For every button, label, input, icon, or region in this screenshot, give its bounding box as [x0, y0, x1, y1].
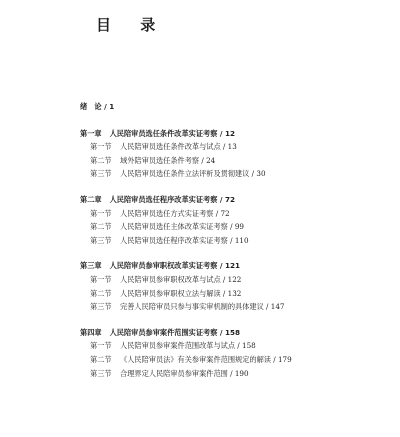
toc-section	[80, 287, 390, 301]
table-of-contents	[80, 100, 390, 392]
section-title: 完善人民陪审员只参与事实审机制的具体建议	[120, 302, 264, 312]
toc-chapter-heading	[80, 259, 390, 273]
page-title: 目 录	[96, 16, 168, 34]
toc-chapter-1	[80, 127, 390, 181]
section-page: / 99	[227, 222, 244, 232]
toc-section	[80, 167, 390, 181]
section-title: 人民陪审员选任方式实证考察	[120, 208, 214, 218]
section-page: / 24	[199, 155, 216, 165]
chapter-title: 人民陪审员选任条件改革实证考察	[109, 128, 218, 138]
section-page: / 13	[220, 142, 237, 152]
toc-section	[80, 220, 390, 234]
chapter-number: 第一章	[80, 128, 102, 138]
section-page: / 179	[270, 354, 292, 364]
section-number: 第一节	[90, 142, 112, 152]
toc-section	[80, 353, 390, 367]
toc-section	[80, 300, 390, 314]
section-number: 第二节	[90, 222, 112, 232]
toc-chapter-4	[80, 326, 390, 380]
toc-intro	[80, 100, 390, 114]
toc-chapter-heading	[80, 127, 390, 141]
chapter-number: 第二章	[80, 194, 102, 204]
section-page: / 122	[220, 274, 242, 284]
section-number: 第一节	[90, 341, 112, 351]
section-title: 人民陪审员选任条件立法评析及贯彻建议	[120, 169, 250, 179]
section-number: 第二节	[90, 288, 112, 298]
toc-chapter-2	[80, 193, 390, 247]
section-number: 第三节	[90, 302, 112, 312]
toc-section	[80, 339, 390, 353]
section-title: 合理界定人民陪审员参审案件范围	[120, 368, 228, 378]
toc-section	[80, 273, 390, 287]
section-page: / 147	[263, 302, 285, 312]
toc-chapter-heading	[80, 326, 390, 340]
section-page: / 72	[213, 208, 230, 218]
section-title: 人民陪审员选任条件改革与试点	[120, 142, 221, 152]
toc-section	[80, 154, 390, 168]
toc-chapter-heading	[80, 193, 390, 207]
chapter-title: 人民陪审员选任程序改革实证考察	[109, 194, 218, 204]
section-page: / 110	[227, 235, 249, 245]
section-title: 人民陪审员选任程序改革实证考察	[120, 235, 228, 245]
section-page: / 190	[227, 368, 249, 378]
chapter-page: / 158	[217, 327, 241, 337]
toc-intro-label: 绪 论	[80, 102, 102, 111]
section-title: 人民陪审员参审职权立法与解读	[120, 288, 221, 298]
section-title: 《人民陪审员法》有关参审案件范围规定的解读	[120, 354, 271, 364]
chapter-page: / 121	[217, 261, 241, 271]
section-title: 人民陪审员选任主体改革实证考察	[120, 222, 228, 232]
chapter-number: 第四章	[80, 327, 102, 337]
chapter-title: 人民陪审员参审案件范围实证考察	[109, 327, 218, 337]
toc-chapter-3	[80, 259, 390, 313]
section-number: 第一节	[90, 274, 112, 284]
toc-section	[80, 140, 390, 154]
section-number: 第一节	[90, 208, 112, 218]
section-page: / 30	[249, 169, 266, 179]
chapter-title: 人民陪审员参审职权改革实证考察	[109, 261, 218, 271]
chapter-number: 第三章	[80, 261, 102, 271]
toc-section	[80, 367, 390, 381]
section-title: 人民陪审员参审职权改革与试点	[120, 274, 221, 284]
section-page: / 132	[220, 288, 242, 298]
toc-section	[80, 207, 390, 221]
section-number: 第二节	[90, 354, 112, 364]
section-number: 第三节	[90, 235, 112, 245]
section-page: / 158	[235, 341, 256, 351]
section-title: 人民陪审员参审案件范围改革与试点	[120, 341, 236, 351]
section-number: 第三节	[90, 368, 112, 378]
toc-section	[80, 234, 390, 248]
chapter-page: / 72	[217, 194, 236, 204]
section-title: 域外陪审员选任条件考察	[120, 155, 200, 165]
chapter-page: / 12	[217, 128, 236, 138]
section-number: 第三节	[90, 169, 112, 179]
toc-intro-page: / 1	[101, 102, 115, 111]
section-number: 第二节	[90, 155, 112, 165]
